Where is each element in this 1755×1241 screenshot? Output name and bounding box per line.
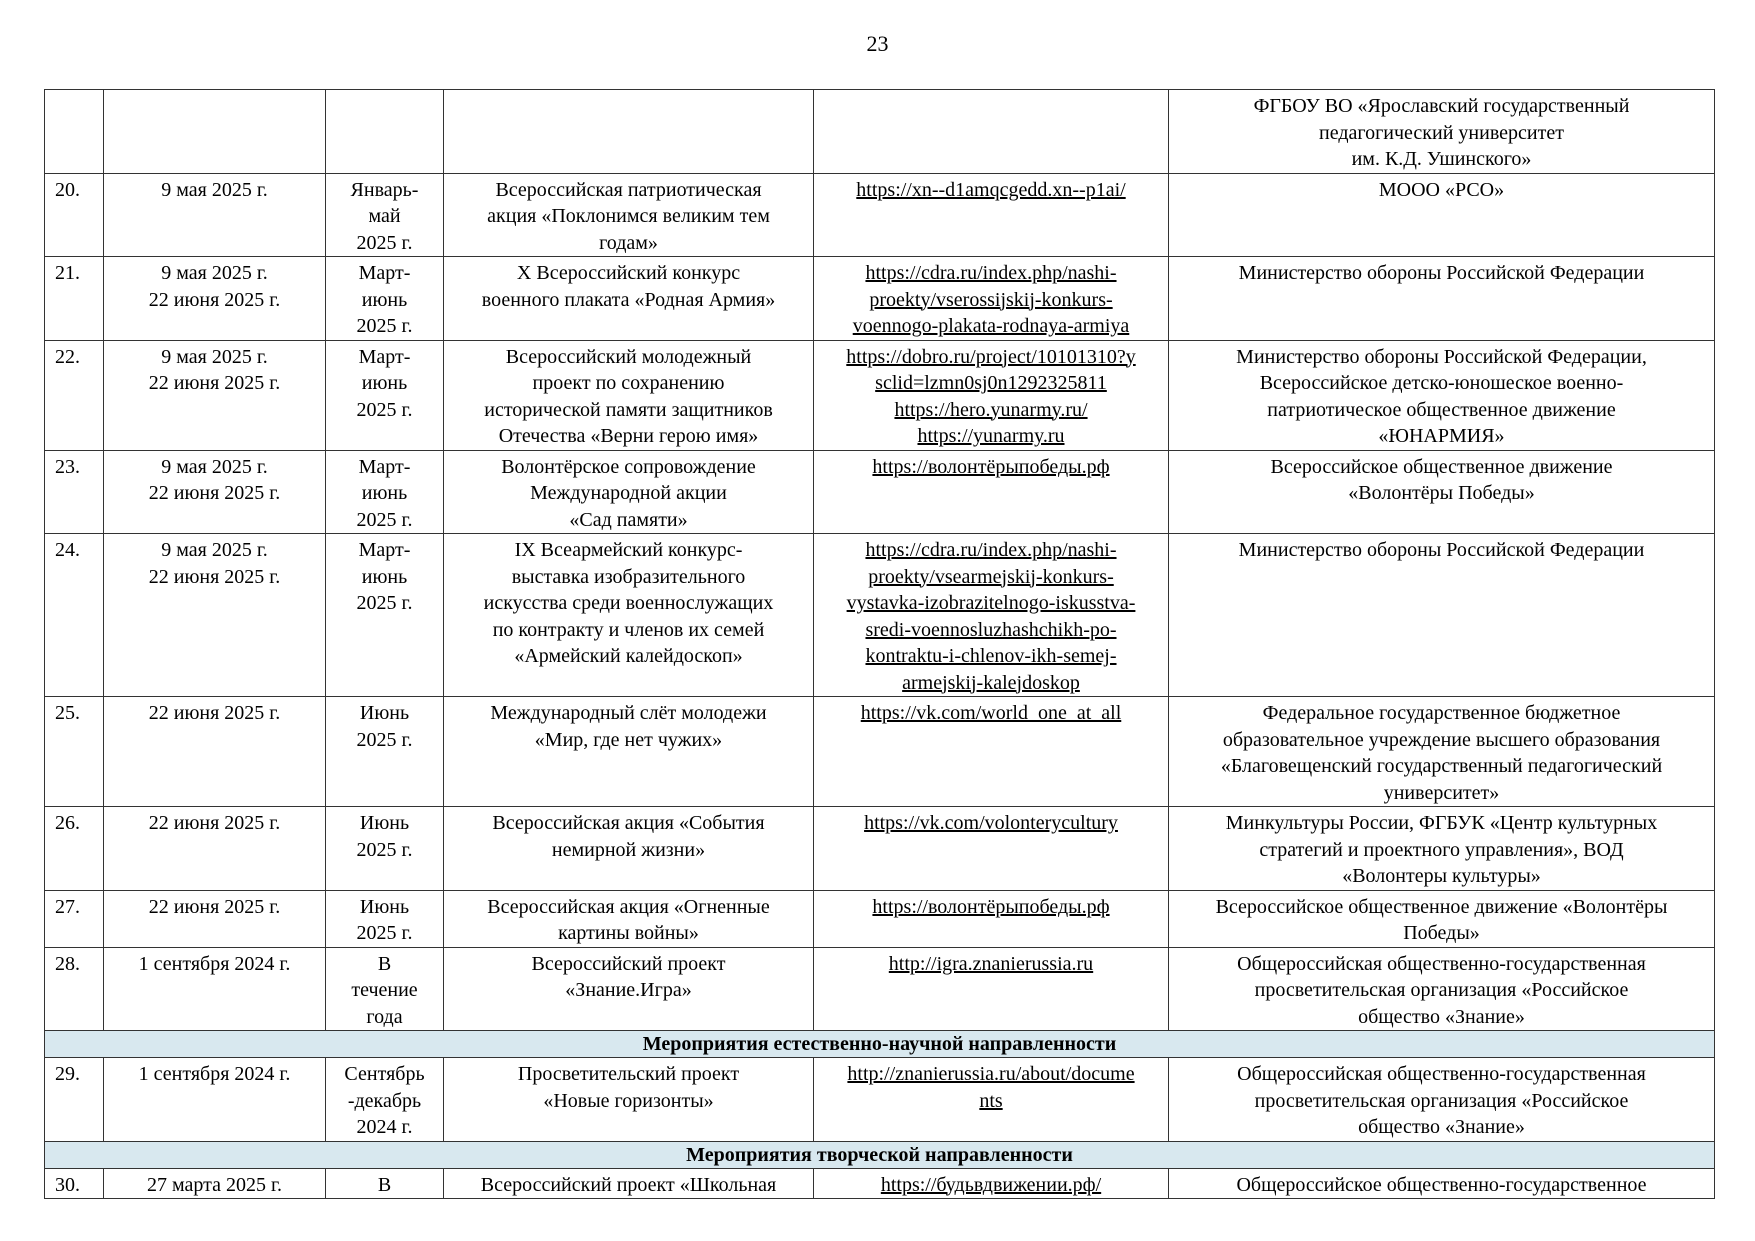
cell-organizer: Федеральное государственное бюджетное образовательное учреждение высшего образования «Благовещенский государственный педагогический университет» <box>1169 697 1715 807</box>
cell-num: 22. <box>45 340 104 450</box>
cell-event: Международный слёт молодежи «Мир, где нет чужих» <box>444 697 814 807</box>
cell-num: 30. <box>45 1168 104 1199</box>
cell-num: 29. <box>45 1058 104 1142</box>
cell-date: 9 мая 2025 г. 22 июня 2025 г. <box>104 450 326 534</box>
table-row <box>45 173 1715 257</box>
table-row <box>45 534 1715 697</box>
table-row <box>45 90 1715 174</box>
event-link[interactable]: https://vk.com/volonterycultury <box>814 807 1169 891</box>
cell-event: Волонтёрское сопровождение Международной акции «Сад памяти» <box>444 450 814 534</box>
cell-event: Всероссийский проект «Знание.Игра» <box>444 947 814 1031</box>
cell-event <box>444 90 814 174</box>
cell-date: 9 мая 2025 г. <box>104 173 326 257</box>
cell-event: Всероссийская патриотическая акция «Поклонимся великим тем годам» <box>444 173 814 257</box>
cell-event: Всероссийская акция «Огненные картины войны» <box>444 890 814 947</box>
table-row <box>45 450 1715 534</box>
event-link[interactable]: https://xn--d1amqcgedd.xn--p1ai/ <box>814 173 1169 257</box>
cell-event: Всероссийский молодежный проект по сохранению исторической памяти защитников Отечества «Верни герою имя» <box>444 340 814 450</box>
event-link[interactable]: https://dobro.ru/project/10101310?y sclid=lzmn0sj0n1292325811 https://hero.yunarmy.ru/ https://yunarmy.ru <box>814 340 1169 450</box>
cell-period: Июнь 2025 г. <box>326 890 444 947</box>
cell-period <box>326 90 444 174</box>
event-link[interactable]: http://znanierussia.ru/about/docume nts <box>814 1058 1169 1142</box>
cell-num: 26. <box>45 807 104 891</box>
cell-num: 24. <box>45 534 104 697</box>
cell-organizer: Министерство обороны Российской Федерации <box>1169 257 1715 341</box>
cell-organizer: ФГБОУ ВО «Ярославский государственный педагогический университет им. К.Д. Ушинского» <box>1169 90 1715 174</box>
table-row <box>45 890 1715 947</box>
cell-num: 20. <box>45 173 104 257</box>
section-title: Мероприятия естественно-научной направленности <box>45 1031 1715 1058</box>
event-link[interactable]: https://будьвдвижении.рф/ <box>814 1168 1169 1199</box>
table-row <box>45 340 1715 450</box>
event-link[interactable]: https://cdra.ru/index.php/nashi- proekty/vsearmejskij-konkurs- vystavka-izobrazitelnogo-iskusstva- sredi-voennosluzhashchikh-po- kontraktu-i-chlenov-ikh-semej- armejskij-kalejdoskop <box>814 534 1169 697</box>
cell-event: X Всероссийский конкурс военного плаката «Родная Армия» <box>444 257 814 341</box>
cell-date: 22 июня 2025 г. <box>104 697 326 807</box>
table-row <box>45 947 1715 1031</box>
cell-period: Январь- май 2025 г. <box>326 173 444 257</box>
cell-period: Март- июнь 2025 г. <box>326 534 444 697</box>
event-link[interactable]: http://igra.znanierussia.ru <box>814 947 1169 1031</box>
cell-period: Июнь 2025 г. <box>326 807 444 891</box>
cell-event: Просветительский проект «Новые горизонты» <box>444 1058 814 1142</box>
cell-period: Март- июнь 2025 г. <box>326 450 444 534</box>
cell-organizer: МООО «РСО» <box>1169 173 1715 257</box>
cell-num: 28. <box>45 947 104 1031</box>
cell-date: 22 июня 2025 г. <box>104 807 326 891</box>
cell-date: 22 июня 2025 г. <box>104 890 326 947</box>
cell-link <box>814 90 1169 174</box>
cell-period: Март- июнь 2025 г. <box>326 340 444 450</box>
cell-num: 25. <box>45 697 104 807</box>
cell-organizer: Министерство обороны Российской Федерации <box>1169 534 1715 697</box>
cell-event: IX Всеармейский конкурс- выставка изобразительного искусства среди военнослужащих по контракту и членов их семей «Армейский калейдоскоп» <box>444 534 814 697</box>
cell-date <box>104 90 326 174</box>
cell-period: Март- июнь 2025 г. <box>326 257 444 341</box>
event-link[interactable]: https://cdra.ru/index.php/nashi- proekty/vserossijskij-konkurs- voennogo-plakata-rodnaya-armiya <box>814 257 1169 341</box>
table-row <box>45 1058 1715 1142</box>
cell-num <box>45 90 104 174</box>
cell-date: 27 марта 2025 г. <box>104 1168 326 1199</box>
table-row <box>45 697 1715 807</box>
section-header-row <box>45 1031 1715 1058</box>
cell-organizer: Минкультуры России, ФГБУК «Центр культурных стратегий и проектного управления», ВОД «Волонтеры культуры» <box>1169 807 1715 891</box>
cell-organizer: Общероссийская общественно-государственная просветительская организация «Российское общество «Знание» <box>1169 1058 1715 1142</box>
cell-num: 21. <box>45 257 104 341</box>
cell-period: В течение года <box>326 947 444 1031</box>
cell-num: 23. <box>45 450 104 534</box>
cell-period: Июнь 2025 г. <box>326 697 444 807</box>
cell-date: 1 сентября 2024 г. <box>104 947 326 1031</box>
cell-event: Всероссийский проект «Школьная <box>444 1168 814 1199</box>
events-table <box>44 89 1715 1199</box>
table-row <box>45 807 1715 891</box>
cell-date: 9 мая 2025 г. 22 июня 2025 г. <box>104 257 326 341</box>
event-link[interactable]: https://vk.com/world_one_at_all <box>814 697 1169 807</box>
section-title: Мероприятия творческой направленности <box>45 1141 1715 1168</box>
page-number: 23 <box>866 31 889 56</box>
table-row <box>45 257 1715 341</box>
cell-date: 1 сентября 2024 г. <box>104 1058 326 1142</box>
cell-period: В <box>326 1168 444 1199</box>
cell-organizer: Министерство обороны Российской Федерации, Всероссийское детско-юношеское военно- патриотическое общественное движение «ЮНАРМИЯ» <box>1169 340 1715 450</box>
cell-num: 27. <box>45 890 104 947</box>
cell-organizer: Всероссийское общественное движение «Волонтёры Победы» <box>1169 450 1715 534</box>
section-header-row <box>45 1141 1715 1168</box>
cell-organizer: Общероссийское общественно-государственное <box>1169 1168 1715 1199</box>
cell-date: 9 мая 2025 г. 22 июня 2025 г. <box>104 340 326 450</box>
event-link[interactable]: https://волонтёрыпобеды.рф <box>814 450 1169 534</box>
table-row <box>45 1168 1715 1199</box>
event-link[interactable]: https://волонтёрыпобеды.рф <box>814 890 1169 947</box>
cell-date: 9 мая 2025 г. 22 июня 2025 г. <box>104 534 326 697</box>
cell-period: Сентябрь -декабрь 2024 г. <box>326 1058 444 1142</box>
cell-organizer: Всероссийское общественное движение «Волонтёры Победы» <box>1169 890 1715 947</box>
cell-event: Всероссийская акция «События немирной жизни» <box>444 807 814 891</box>
cell-organizer: Общероссийская общественно-государственная просветительская организация «Российское общество «Знание» <box>1169 947 1715 1031</box>
